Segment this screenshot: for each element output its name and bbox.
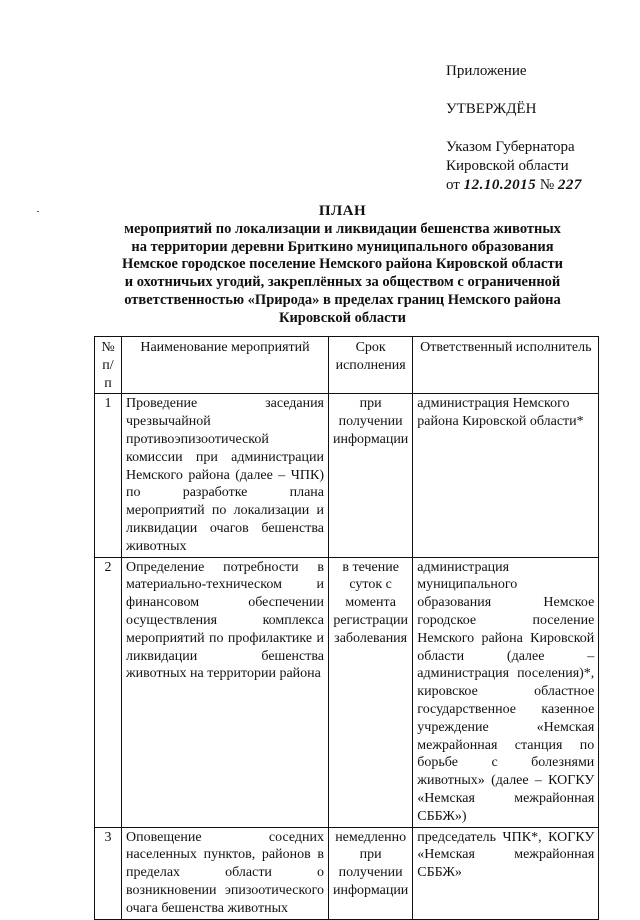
plan-heading: ПЛАН — [318, 203, 367, 219]
header-term: Срок исполнения — [329, 337, 413, 394]
document-title — [105, 203, 580, 328]
row-num: 2 — [95, 557, 122, 827]
row-term: немедленно при получении информации — [329, 827, 413, 919]
row-num: 1 — [95, 394, 122, 557]
header-num: № п/п — [95, 337, 122, 394]
title-line: ответственностью «Природа» в пределах границ Немского района — [124, 291, 561, 308]
scan-speck — [37, 211, 39, 212]
header-name: Наименование мероприятий — [122, 337, 329, 394]
row-name: Проведение заседания чрезвычайной противоэпизоотической комиссии при администрации Немского района (далее – ЧПК) по разработке плана мероприятий по локализации и ликвидации очагов бешенства животных — [122, 394, 329, 557]
decree-line-2: Кировской области — [446, 158, 569, 174]
row-num: 3 — [95, 827, 122, 919]
row-responsible: председатель ЧПК*, КОГКУ «Немская межрайонная СББЖ» — [413, 827, 599, 919]
title-line: Немское городское поселение Немского района Кировской области — [122, 256, 563, 273]
title-line: мероприятий по локализации и ликвидации бешенства животных — [124, 220, 561, 237]
row-name: Оповещение соседних населенных пунктов, районов в пределах области о возникновении эпизоотического очага бешенства животных — [122, 827, 329, 919]
title-line: Кировской области — [278, 309, 407, 326]
approval-block — [446, 62, 636, 195]
decree-line-1: Указом Губернатора — [446, 139, 575, 155]
table-row — [95, 557, 599, 827]
row-term: в течение суток с момента регистрации заболевания — [329, 557, 413, 827]
title-line: и охотничьих угодий, закреплённых за обществом с ограниченной — [124, 274, 561, 291]
table-row — [95, 827, 599, 919]
row-name: Определение потребности в материально-техническом и финансовом обеспечении осуществления комплекса мероприятий по профилактике и ликвидации бешенства животных на территории района — [122, 557, 329, 827]
table-header-row — [95, 337, 599, 394]
handwritten-date: 12.10.2015 — [463, 177, 537, 193]
number-label: № — [539, 177, 555, 193]
row-term: при получении информации — [329, 394, 413, 557]
table-row — [95, 394, 599, 557]
title-line: на территории деревни Бриткино муниципального образования — [131, 238, 554, 255]
activities-table — [94, 336, 599, 920]
row-responsible: администрация муниципального образования Немское городское поселение Немского района Кировской области (далее – администрация поселения)*, кировское областное государственное казенное учреждение «Немская межрайонная станция по борьбе с болезнями животных» (далее – КОГКУ «Немская межрайонная СББЖ») — [413, 557, 599, 827]
appendix-label: Приложение — [446, 63, 527, 79]
row-responsible: администрация Немского района Кировской области* — [413, 394, 599, 557]
handwritten-number: 227 — [557, 177, 582, 193]
header-responsible: Ответственный исполнитель — [413, 337, 599, 394]
approved-label: УТВЕРЖДЁН — [446, 101, 537, 117]
from-prefix: от — [446, 177, 460, 193]
decree-date-number — [446, 176, 636, 195]
